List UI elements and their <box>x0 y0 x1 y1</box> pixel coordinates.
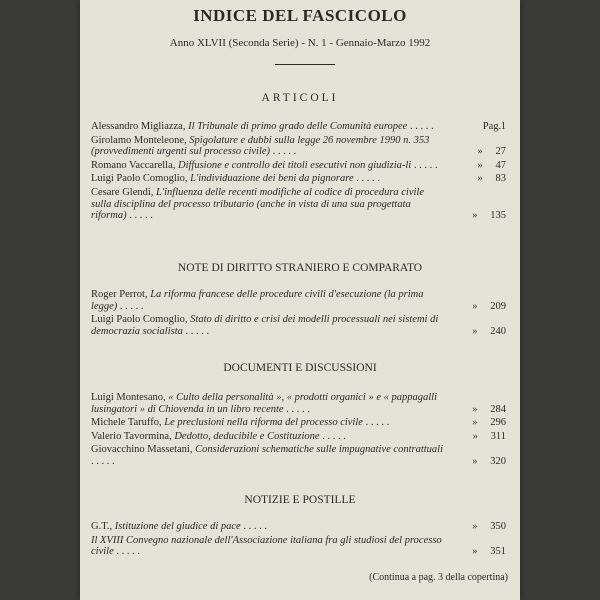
toc-entry <box>91 417 506 429</box>
entry-author: Luigi Paolo Comoglio, <box>91 314 188 326</box>
section-heading-articoli: ARTICOLI <box>261 92 339 104</box>
dot-leader: . . . . . <box>91 455 115 467</box>
dot-leader: . . . . . <box>362 417 390 429</box>
entry-title: Il XVIII Convegno nazionale dell'Associazione italiana fra gli studiosi del processo civile <box>91 534 442 558</box>
title-divider <box>275 64 335 65</box>
entry-title: « Culto della personalità », « prodotti organici » e « pappagalli lusingatori » di Chiovenda in un libro recente <box>91 392 438 415</box>
toc-entry <box>91 521 506 533</box>
toc-entry <box>91 535 506 558</box>
page-lead: » <box>472 210 478 222</box>
entry-author: Roger Perrot, <box>91 289 148 300</box>
entries-documenti <box>91 392 506 468</box>
page-number: 296 <box>490 417 506 429</box>
dot-leader: . . . . . <box>407 121 434 132</box>
entry-author: Michele Taruffo, <box>91 417 162 429</box>
page-number: 47 <box>495 159 506 171</box>
page-number: 311 <box>490 430 506 442</box>
entry-title: Istituzione del giudice di pace <box>114 521 241 532</box>
page-lead: » <box>472 546 478 558</box>
entry-author: G.T., <box>91 521 113 532</box>
section-heading-notizie: NOTIZIE E POSTILLE <box>244 494 356 506</box>
entry-author: Valerio Tavormina, <box>91 430 172 442</box>
entry-title: Dedotto, deducibile e Costituzione <box>174 430 320 442</box>
page-number: 351 <box>490 546 506 558</box>
continuation-note: (Continua a pag. 3 della copertina) <box>369 572 508 583</box>
page-number: 240 <box>490 325 506 337</box>
entry-title: Spigolature e dubbi sulla legge 26 novembre 1990 n. 353 (provvedimenti urgenti sul processo civile) <box>91 134 430 158</box>
issue-subtitle: Anno XLVII (Seconda Serie) - N. 1 - Gennaio-Marzo 1992 <box>169 37 431 49</box>
toc-entry <box>91 289 506 312</box>
entry-author: Luigi Paolo Comoglio, <box>91 173 188 185</box>
dot-leader: . . . . . <box>283 403 310 415</box>
dot-leader: . . . . . <box>126 210 153 222</box>
page-number: 1 <box>500 121 506 132</box>
toc-entry <box>91 121 506 133</box>
toc-entry <box>91 160 506 172</box>
page-number: 284 <box>490 403 506 415</box>
entry-author: Cesare Glendi, <box>91 186 154 198</box>
entry-author: Romano Vaccarella, <box>91 159 176 171</box>
page-number: 135 <box>490 210 506 222</box>
toc-entry <box>91 431 506 443</box>
dot-leader: . . . . . <box>240 521 267 532</box>
entry-title: La riforma francese delle procedure civili d'esecuzione (la prima legge) <box>91 289 424 312</box>
page-lead: » <box>477 159 483 171</box>
entry-author: Giovacchino Massetani, <box>91 444 193 456</box>
entry-title: Considerazioni schematiche sulle impugnative contrattuali <box>195 444 443 456</box>
dot-leader: . . . . . <box>270 146 297 158</box>
toc-entry <box>91 135 506 158</box>
page-lead: » <box>472 403 478 415</box>
page-lead: » <box>472 325 478 337</box>
page-lead: » <box>472 430 478 442</box>
toc-entry <box>91 392 506 415</box>
entry-title: Le preclusioni nella riforma del processo civile <box>164 417 363 429</box>
toc-entry <box>91 187 506 222</box>
entry-author: Alessandro Migliazza, <box>91 121 186 132</box>
entry-title: L'influenza delle recenti modifiche al codice di procedura civile sulla disciplina del processo tributario (anche in vista di una sua progettata riforma) <box>91 186 425 222</box>
page-lead: » <box>472 455 478 467</box>
dot-leader: . . . . . <box>411 159 438 171</box>
page-lead: Pag. <box>482 121 502 132</box>
section-heading-documenti: DOCUMENTI E DISCUSSIONI <box>223 362 377 374</box>
page-lead: » <box>477 146 483 158</box>
entries-articoli <box>91 121 506 222</box>
toc-entry <box>91 314 506 337</box>
toc-entry <box>91 444 506 467</box>
dot-leader: . . . . . <box>182 325 210 337</box>
page-number: 209 <box>490 300 506 312</box>
entries-notizie <box>91 521 506 558</box>
page-lead: » <box>472 521 478 532</box>
page-lead: » <box>472 417 478 429</box>
page-lead: » <box>472 300 478 312</box>
page-number: 350 <box>490 521 506 532</box>
page-number: 27 <box>495 146 506 158</box>
entry-title: Il Tribunale di primo grado delle Comunità europee <box>188 121 408 132</box>
page-number: 320 <box>490 455 506 467</box>
page-lead: » <box>477 173 483 185</box>
index-page <box>80 0 520 600</box>
toc-entry <box>91 173 506 185</box>
entry-title: L'individuazione dei beni da pignorare <box>190 173 354 185</box>
dot-leader: . . . . . <box>353 173 380 185</box>
dot-leader: . . . . . <box>117 300 144 312</box>
page-number: 83 <box>495 173 506 185</box>
entry-title: Diffusione e controllo dei titoli esecutivi non giudizia-li <box>177 159 412 171</box>
page-title: INDICE DEL FASCICOLO <box>193 6 407 25</box>
dot-leader: . . . . . <box>319 430 346 442</box>
entries-note <box>91 289 506 337</box>
entry-title: Stato di diritto e crisi dei modelli processuali nei sistemi di democrazia socialista <box>91 314 439 337</box>
section-heading-note: NOTE DI DIRITTO STRANIERO E COMPARATO <box>177 262 423 274</box>
dot-leader: . . . . . <box>113 546 140 558</box>
entry-author: Girolamo Monteleone, <box>91 134 187 146</box>
entry-author: Luigi Montesano, <box>91 392 166 403</box>
